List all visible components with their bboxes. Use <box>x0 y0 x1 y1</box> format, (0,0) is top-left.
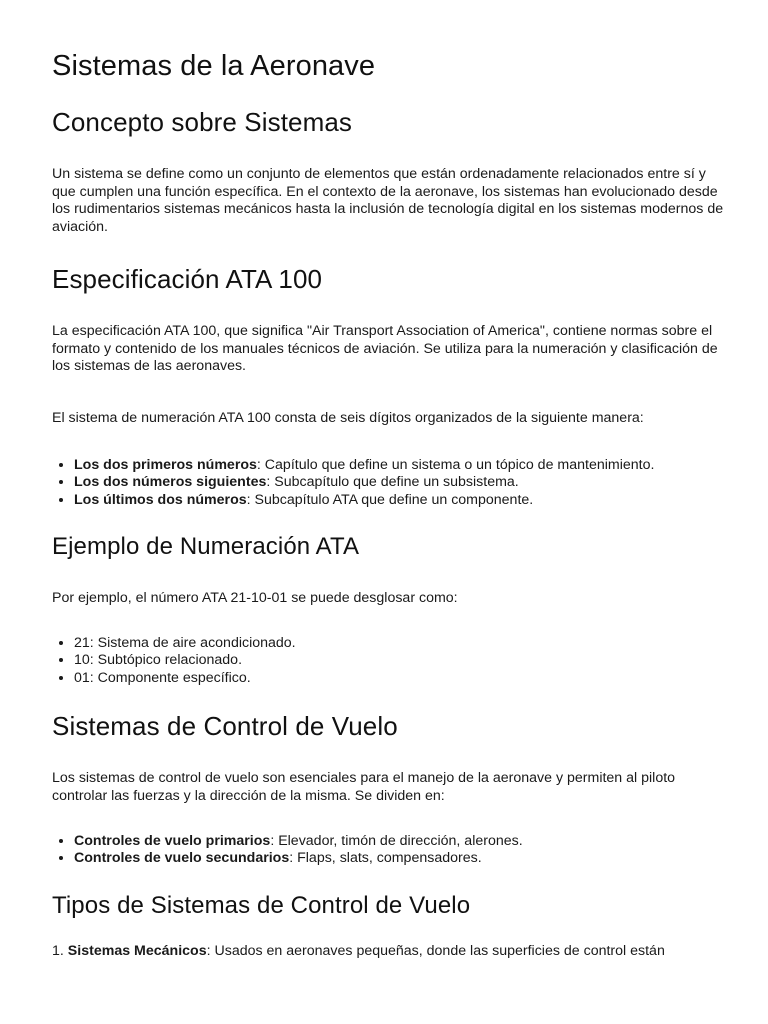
list-item-term: Controles de vuelo secundarios <box>74 850 290 867</box>
heading-ejemplo: Ejemplo de Numeración ATA <box>52 533 360 560</box>
list-item-desc: : Subcapítulo que define un subsistema. <box>266 474 519 491</box>
heading-control: Sistemas de Control de Vuelo <box>52 711 398 741</box>
heading-tipos: Tipos de Sistemas de Control de Vuelo <box>52 892 471 919</box>
item-number: 1. <box>52 943 64 959</box>
list-item-desc: : Elevador, timón de dirección, alerones. <box>270 833 523 849</box>
paragraph-ejemplo: Por ejemplo, el número ATA 21-10-01 se puede desglosar como: <box>52 590 458 606</box>
list-ejemplo <box>52 635 734 687</box>
paragraph-concepto: Un sistema se define como un conjunto de elementos que están ordenadamente relacionados entre sí y que cumplen una función específica. En el contexto de la aeronave, los sistemas han evolucionado desde los rudimentarios sistemas mecánicos hasta la inclusión de tecnología digital en los sistemas modernos de aviación. <box>52 166 724 235</box>
list-item-term: Controles de vuelo primarios <box>74 833 271 849</box>
list-item-desc: : Capítulo que define un sistema o un tópico de mantenimiento. <box>256 457 655 473</box>
heading-concepto: Concepto sobre Sistemas <box>52 107 353 137</box>
list-control <box>52 833 734 868</box>
list-item-desc: : Subcapítulo ATA que define un componente. <box>246 491 534 508</box>
list-item-term: Los dos números siguientes <box>74 474 267 491</box>
list-item <box>74 833 734 850</box>
paragraph-ata-2: El sistema de numeración ATA 100 consta de seis dígitos organizados de la siguiente manera: <box>52 410 644 426</box>
list-item <box>74 492 734 509</box>
list-item: • 10: Subtópico relacionado. <box>74 652 734 669</box>
paragraph-ata-1: La especificación ATA 100, que significa "Air Transport Association of America", contiene normas sobre el formato y contenido de los manuales técnicos de aviación. Se utiliza para la numeración y clasificación de los sistemas de las aeronaves. <box>52 323 718 375</box>
list-item-desc: : Flaps, slats, compensadores. <box>289 850 482 867</box>
list-item <box>74 850 734 867</box>
list-ata-digits <box>52 457 734 509</box>
page-title: Sistemas de la Aeronave <box>52 50 376 82</box>
list-item: • 21: Sistema de aire acondicionado. <box>74 635 734 652</box>
paragraph-control: Los sistemas de control de vuelo son esenciales para el manejo de la aeronave y permiten al piloto controlar las fuerzas y la dirección de la misma. Se dividen en: <box>52 770 676 804</box>
list-item <box>74 474 734 491</box>
item-term: Sistemas Mecánicos <box>67 943 207 959</box>
list-item-term: Los últimos dos números <box>74 491 247 508</box>
heading-ata: Especificación ATA 100 <box>52 264 323 294</box>
list-item <box>74 457 734 474</box>
item-desc: : Usados en aeronaves pequeñas, donde las superficies de control están <box>206 943 665 959</box>
numbered-item-sistemas-mecanicos <box>52 943 724 961</box>
list-item: • 01: Componente específico. <box>74 670 734 687</box>
list-item-term: Los dos primeros números <box>74 457 257 473</box>
